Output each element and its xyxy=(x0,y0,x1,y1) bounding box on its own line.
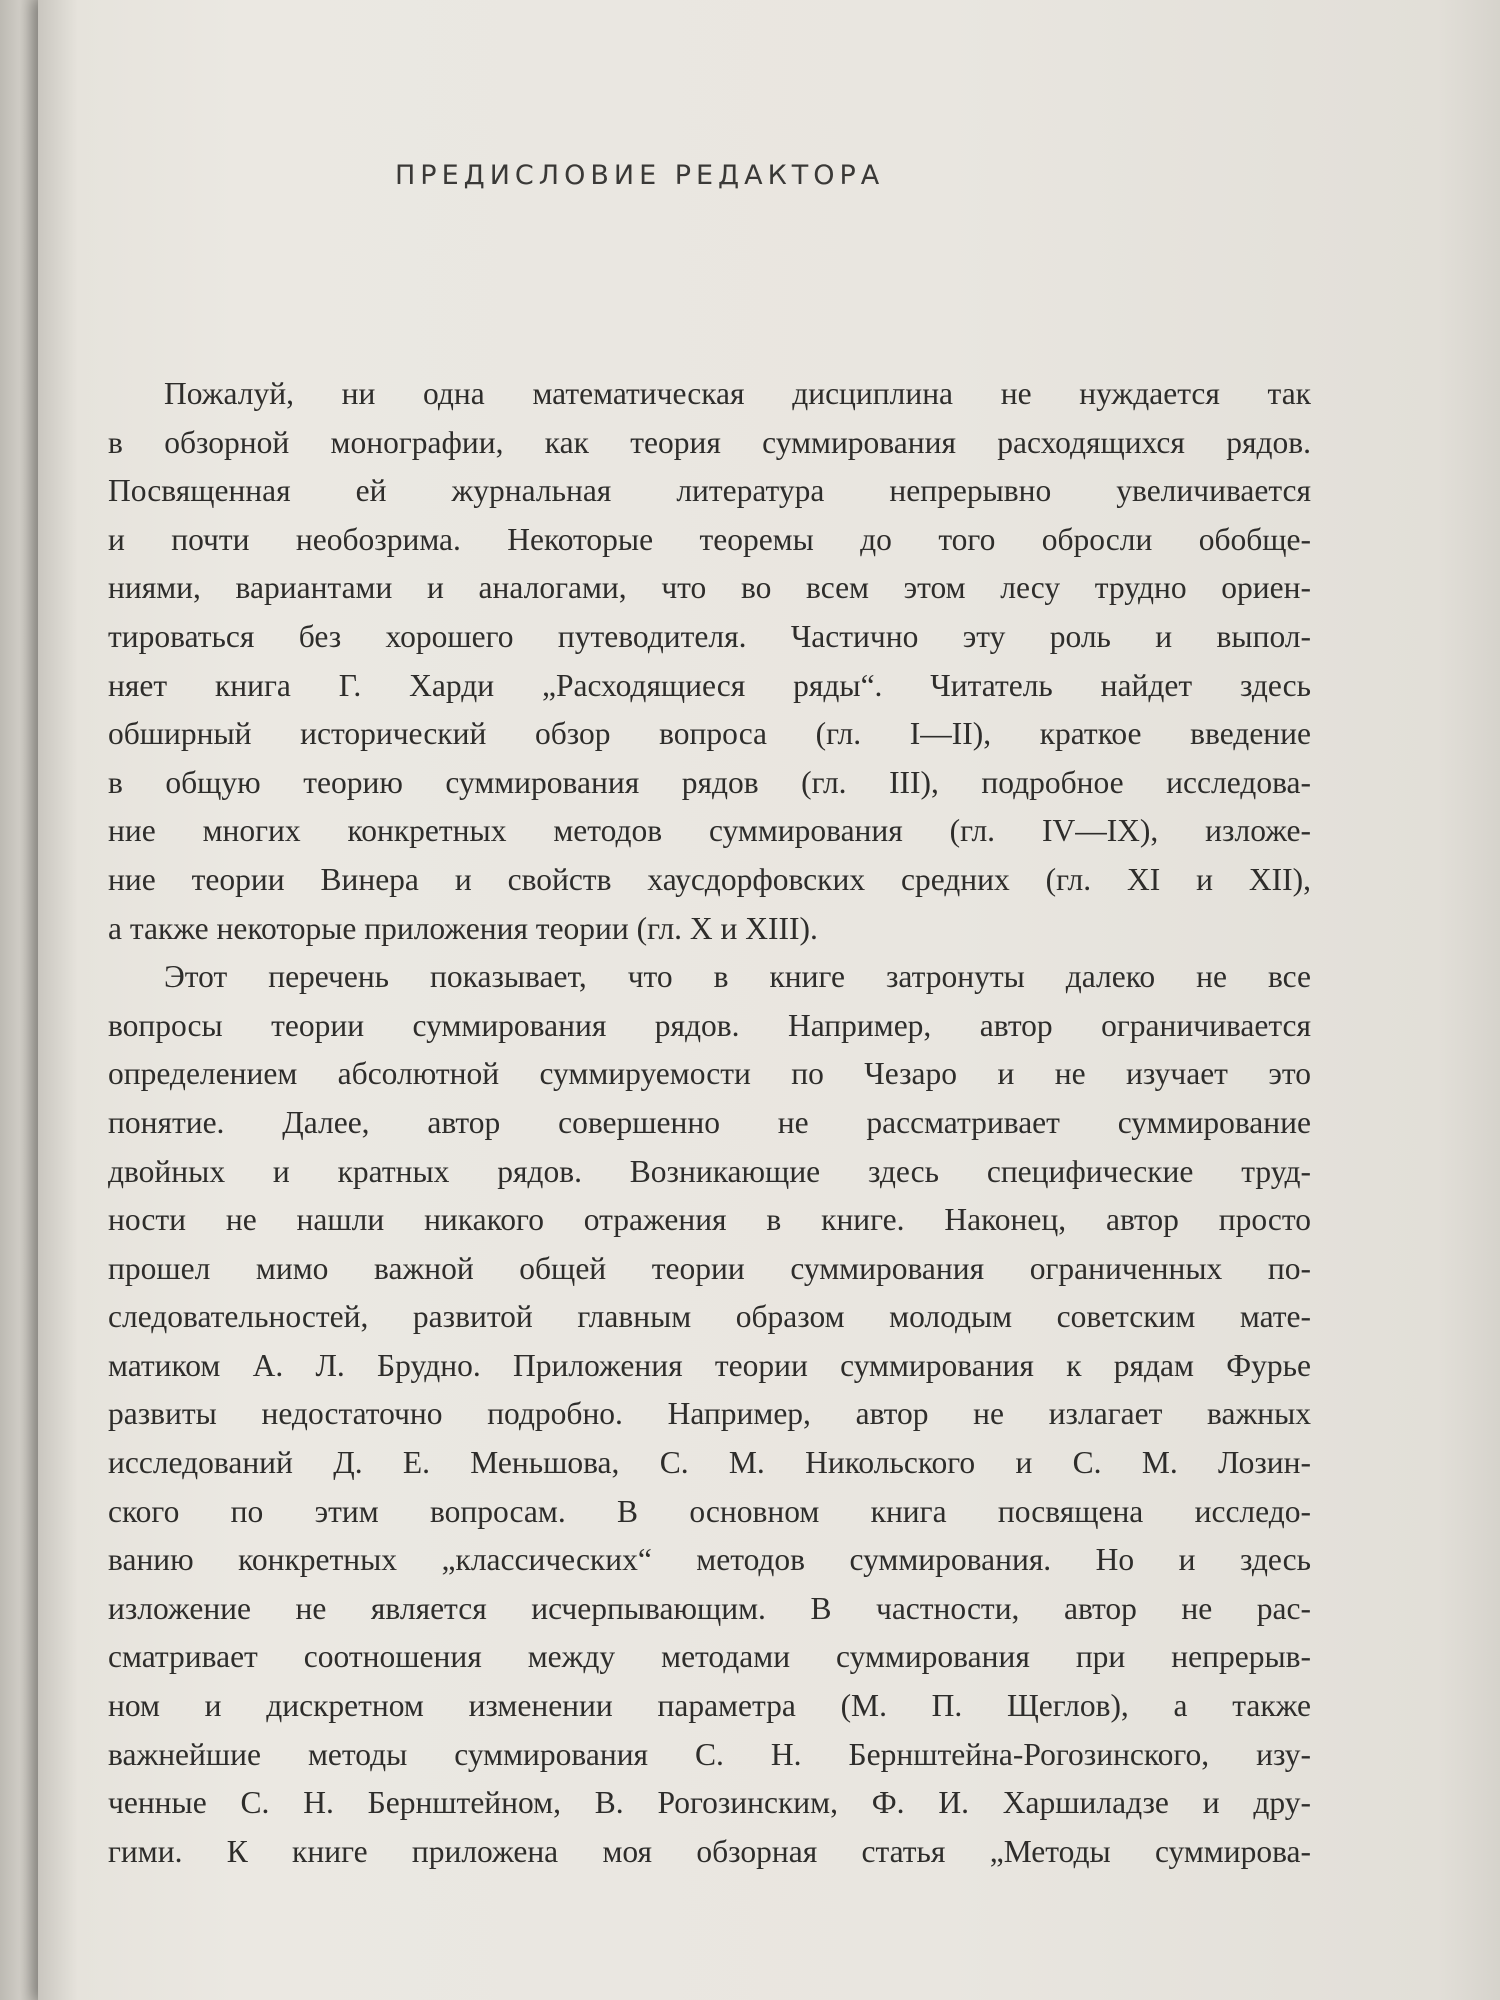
text-line: ном и дискретном изменении параметра (М. П. Щеглов), а также xyxy=(108,1688,1311,1724)
text-line: тироваться без хорошего путеводителя. Частично эту роль и выпол- xyxy=(108,618,1311,654)
text-line: Пожалуй, ни одна математическая дисциплина не нуждается так xyxy=(164,376,1311,411)
text-line: ванию конкретных „классических“ методов суммирования. Но и здесь xyxy=(108,1542,1311,1578)
text-line: вопросы теории суммирования рядов. Например, автор ограничивается xyxy=(108,1007,1311,1043)
text-line: важнейшие методы суммирования С. Н. Бернштейна-Рогозинского, изу- xyxy=(108,1736,1311,1772)
text-line: следовательностей, развитой главным образом молодым советским мате- xyxy=(108,1299,1311,1335)
text-line: няет книга Г. Харди „Расходящиеся ряды“. Читатель найдет здесь xyxy=(108,667,1311,703)
text-line: в обзорной монографии, как теория суммирования расходящихся рядов. xyxy=(108,424,1311,460)
text-line: матиком А. Л. Брудно. Приложения теории суммирования к рядам Фурье xyxy=(108,1347,1311,1383)
text-line: развиты недостаточно подробно. Например, автор не излагает важных xyxy=(108,1396,1311,1432)
text-line: определением абсолютной суммируемости по Чезаро и не изучает это xyxy=(108,1056,1311,1092)
text-line: ченные С. Н. Бернштейном, В. Рогозинским, Ф. И. Харшиладзе и дру- xyxy=(108,1785,1311,1821)
text-line: обширный исторический обзор вопроса (гл. I—II), краткое введение xyxy=(108,716,1311,752)
text-line: прошел мимо важной общей теории суммирования ограниченных по- xyxy=(108,1250,1311,1286)
text-line: понятие. Далее, автор совершенно не рассматривает суммирование xyxy=(108,1104,1311,1140)
text-line: в общую теорию суммирования рядов (гл. III), подробное исследова- xyxy=(108,764,1311,800)
text-line: изложение не является исчерпывающим. В частности, автор не рас- xyxy=(108,1590,1311,1626)
body-text xyxy=(108,370,1311,1876)
text-line: ского по этим вопросам. В основном книга посвящена исследо- xyxy=(108,1493,1311,1529)
text-line: сматривает соотношения между методами суммирования при непрерыв- xyxy=(108,1639,1311,1675)
text-line: ности не нашли никакого отражения в книге. Наконец, автор просто xyxy=(108,1202,1311,1238)
paragraph-2 xyxy=(108,953,1311,1876)
text-line: и почти необозрима. Некоторые теоремы до того обросли обобще- xyxy=(108,521,1311,557)
text-line: гими. К книге приложена моя обзорная статья „Методы суммирова- xyxy=(108,1833,1311,1869)
book-spine-edge xyxy=(0,0,38,2000)
text-line: ние теории Винера и свойств хаусдорфовских средних (гл. XI и XII), xyxy=(108,861,1311,897)
text-line: ние многих конкретных методов суммирования (гл. IV—IX), изложе- xyxy=(108,813,1311,849)
text-line: исследований Д. Е. Меньшова, С. М. Никольского и С. М. Лозин- xyxy=(108,1445,1311,1481)
text-line: Этот перечень показывает, что в книге затронуты далеко не все xyxy=(164,959,1311,995)
text-line: Посвященная ей журнальная литература непрерывно увеличивается xyxy=(108,473,1311,509)
text-line: а также некоторые приложения теории (гл. X и XIII). xyxy=(108,910,818,946)
paragraph-1 xyxy=(108,370,1311,953)
text-line: двойных и кратных рядов. Возникающие здесь специфические труд- xyxy=(108,1153,1311,1189)
text-line: ниями, вариантами и аналогами, что во всем этом лесу трудно ориен- xyxy=(108,570,1311,606)
page-title: ПРЕДИСЛОВИЕ РЕДАКТОРА xyxy=(395,160,885,191)
